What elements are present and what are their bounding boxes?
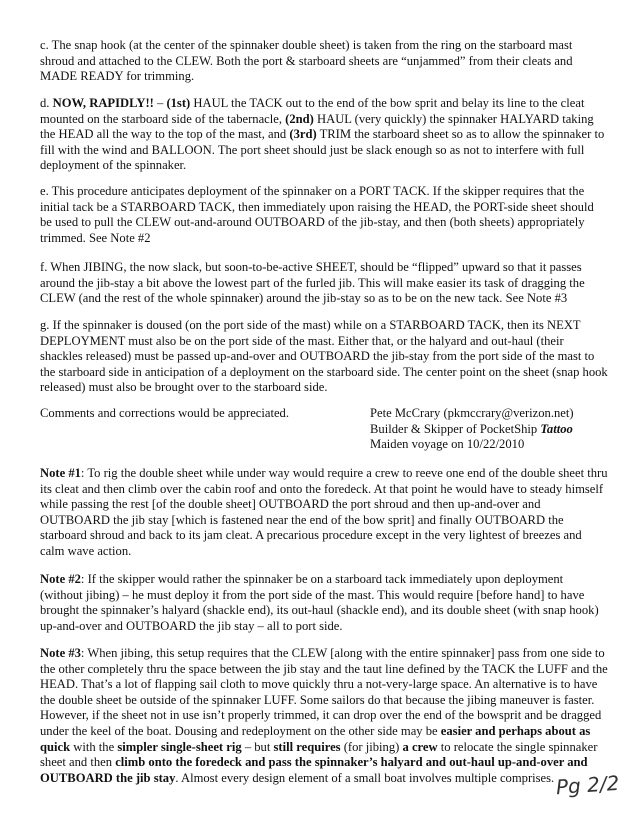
d-lead: d.: [40, 96, 50, 110]
comments-line: [40, 406, 340, 422]
note-3-text-f: to relocate the single spinnaker sheet and then: [40, 739, 598, 770]
paragraph-e-text: e. This procedure anticipates deployment of the spinnaker on a PORT TACK. If the skipper requires that the initial tack be a STARBOARD TACK, then immediately upon raising the HEAD, the PORT-side sheet should be used to pull the CLEW out-and-around OUTBOARD of the jib-stay, and then (both sheets) appropriately trimmed. See Note #2: [40, 184, 594, 245]
paragraph-c-text: c. The snap hook (at the center of the spinnaker double sheet) is taken from the ring on the starboard mast shroud and attached to the CLEW. Both the port & starboard sheets are “unjammed” from their cleats and MADE READY for trimming.: [40, 38, 573, 84]
note-3: [40, 646, 608, 786]
note-3-bold-2: simpler single-sheet rig: [117, 739, 242, 754]
paragraph-c: [40, 38, 608, 85]
d-step-3: (3rd): [289, 127, 317, 142]
paragraph-f-text: f. When JIBING, the now slack, but soon-to-be-active SHEET, should be “flipped” upward so that it passes around the jib-stay a bit above the lowest part of the furled jib. This will make easier its task of dragging the CLEW (and the rest of the whole spinnaker) around the jib-stay so as to be on the new tack. See Note #3: [40, 260, 585, 306]
note-1-label: Note #1: [40, 466, 81, 480]
note-1: [40, 466, 608, 560]
signature-role: [370, 422, 630, 438]
d-step-2: (2nd): [285, 111, 314, 126]
paragraph-f: [40, 260, 608, 307]
note-3-text-a: : When jibing, this setup requires that the CLEW [along with the entire spinnaker] pass from one side to the other completely thru the space between the jib stay and the taut line defined by the TACK the LUFF and the HEAD. That’s a lot of flapping sail cloth to move quickly thru a not-very-large space. An alternative is to have the double sheet be outside of the spinnaker LUFF. Some sailors do that because the jibing maneuver is faster. However, if the sheet not in use isn’t properly trimmed, it can drop over the end of the bowsprit and be dragged under the keel of the boat. Dousing and redeployment on the other side may be: [40, 646, 608, 738]
signature-name: Pete McCrary (pkmccrary@verizon.net): [370, 406, 574, 420]
paragraph-g-text: g. If the spinnaker is doused (on the port side of the mast) while on a STARBOARD TACK, then its NEXT DEPLOYMENT must also be on the port side of the mast. Either that, or the halyard and out-haul (their shackles released) must be passed up-and-over and OUTBOARD the jib-stay from the port side of the mast to the starboard side in anticipation of a deployment on the starboard side. The center point on the sheet (snap hook released) must also be brought over to the starboard side.: [40, 318, 608, 395]
note-2: [40, 572, 608, 634]
note-3-text-c: with the: [73, 739, 115, 754]
note-3-bold-1: easier and perhaps about as quick: [40, 723, 591, 754]
note-1-text: : To rig the double sheet while under way would require a crew to reeve one end of the double sheet thru its cleat and then climb over the cabin roof and onto the foredeck. At that point he would have to steady himself while passing the rest [of the double sheet] OUTBOARD the port shroud and then up-and-over and OUTBOARD the jib stay [which is fastened near the end of the bow sprit] and finally OUTBOARD the starboard shroud and back to its jam cleat. A precarious procedure except in the very lightest of breezes and calm wave action.: [40, 466, 608, 558]
note-3-bold-5: climb onto the foredeck and pass the spinnaker’s halyard and out-haul up-and-over and OUTBOARD the jib stay: [40, 755, 588, 785]
note-3-label: Note #3: [40, 646, 81, 660]
d-text-b: HAUL (very quickly) the spinnaker HALYARD taking the HEAD all the way to the top of the mast, and: [40, 111, 594, 142]
paragraph-d: d. NOW, RAPIDLY!! – (1st) HAUL the TACK out to the end of the bow sprit and belay its line to the cleat mounted on the starboard side of the tabernacle, (2nd) HAUL (very quickly) the spinnaker HALYARD taking the HEAD all the way to the top of the mast, and (3rd) TRIM the starboard sheet so as to allow the spinnaker to fill with the wind and BALLOON. The port sheet should just be slack enough so as not to interfere with full deployment of the spinnaker.: [40, 96, 605, 173]
note-3-bold-4: a crew: [402, 739, 438, 754]
d-text-a: HAUL the TACK out to the end of the bow sprit and belay its line to the cleat mounted on the starboard side of the tabernacle,: [40, 96, 585, 126]
signature-date: Maiden voyage on 10/22/2010: [370, 437, 525, 452]
note-3-text-d: – but: [244, 739, 271, 754]
paragraph-g: [40, 318, 608, 396]
signature-role-text: Builder & Skipper of PocketShip: [370, 421, 538, 436]
note-3-text-g: . Almost every design element of a small boat involves multiple comprises.: [175, 770, 555, 785]
signature-block: [370, 406, 630, 453]
note-3-text-e: (for jibing): [343, 739, 400, 754]
page-number-handwritten: Pg 2/2: [555, 770, 621, 800]
note-2-label: Note #2: [40, 572, 81, 586]
note-3-bold-3: still requires: [273, 739, 341, 754]
paragraph-e: [40, 184, 608, 246]
d-now-rapidly: NOW, RAPIDLY!!: [52, 96, 154, 110]
d-step-1: (1st): [166, 96, 191, 110]
comments-text: Comments and corrections would be appreciated.: [40, 406, 289, 420]
d-text-c: TRIM the starboard sheet so as to allow the spinnaker to fill with the wind and BALLOON. The port sheet should just be slack enough so as not to interfere with full deployment of the spinnaker.: [40, 127, 605, 173]
signature-boat-name: Tattoo: [540, 421, 573, 436]
note-2-text: : If the skipper would rather the spinnaker be on a starboard tack immediately upon deployment (without jibing) – he must deploy it from the port side of the mast. This would require [before hand] to have brought the spinnaker’s halyard (shackle end), its out-haul (shackle end), and its double sheet (with snap hook) up-and-over and OUTBOARD the jib stay – all to port side.: [40, 572, 599, 633]
